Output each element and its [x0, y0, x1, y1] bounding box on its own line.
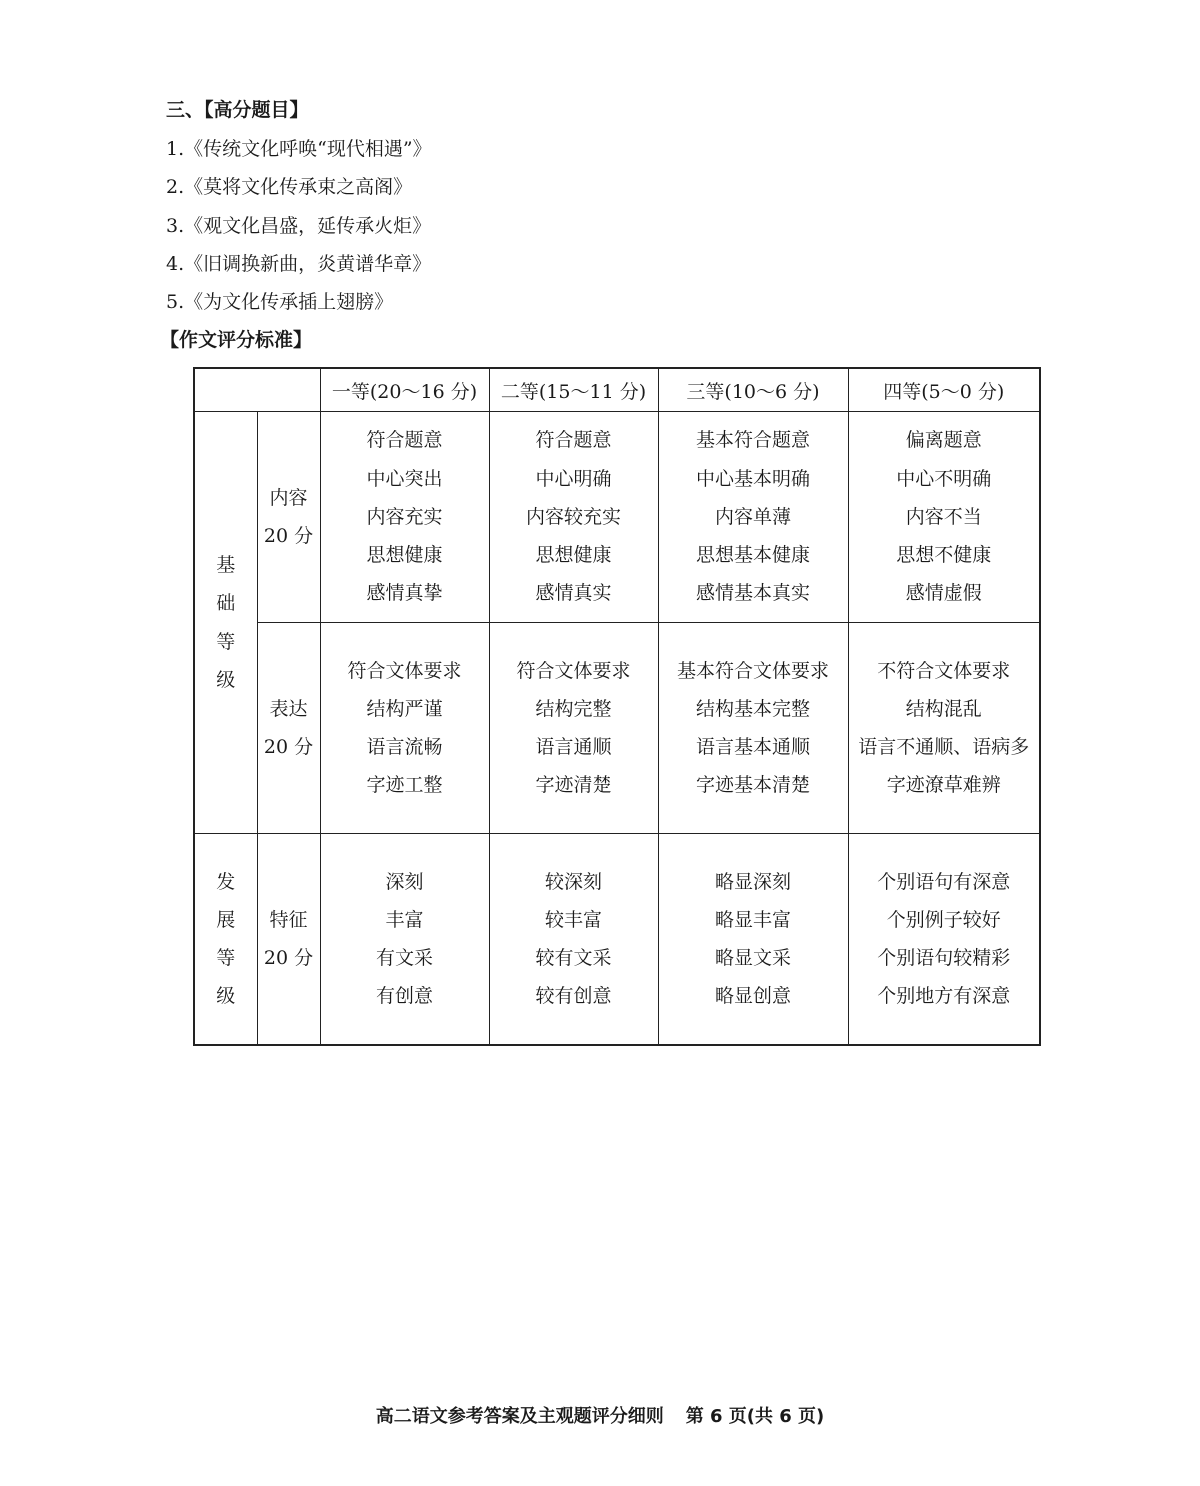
feature-label-name: 特征	[269, 908, 308, 931]
development-level-char: 等	[216, 947, 236, 969]
criterion-text: 深刻	[385, 870, 424, 893]
feature-grade-1-cell	[320, 834, 489, 1046]
content-label-name: 内容	[269, 486, 308, 509]
basic-level-char: 等	[216, 630, 236, 653]
criterion-text: 中心明确	[535, 467, 612, 490]
section-heading: 三、【高分题目】	[166, 99, 309, 121]
criterion-text: 丰富	[385, 908, 424, 931]
development-level-label	[194, 834, 257, 1046]
table-row-content	[194, 412, 1040, 623]
criterion-text: 中心突出	[366, 467, 443, 490]
criterion-text: 略显创意	[714, 985, 791, 1008]
topic-item: 5.《为文化传承插上翅膀》	[166, 291, 394, 314]
footer-title: 高二语文参考答案及主观题评分细则	[375, 1406, 664, 1427]
expression-label-name: 表达	[269, 697, 308, 720]
criterion-text: 语言通顺	[535, 736, 612, 758]
expression-grade-4-cell	[848, 623, 1040, 834]
grade-header-4: 四等(5～0 分)	[848, 368, 1040, 412]
criterion-text: 略显丰富	[714, 908, 791, 931]
criterion-text: 结构基本完整	[695, 697, 810, 720]
topic-item: 3.《观文化昌盛，延传承火炬》	[166, 214, 432, 237]
criterion-text: 感情真挚	[366, 582, 443, 605]
criteria-heading: 【作文评分标准】	[160, 329, 313, 351]
criterion-text: 内容单薄	[714, 505, 791, 528]
criterion-text: 不符合文体要求	[877, 659, 1011, 682]
criterion-text: 略显文采	[714, 947, 791, 969]
criterion-text: 个别语句有深意	[877, 870, 1011, 893]
criterion-text: 中心基本明确	[695, 467, 810, 490]
topic-list	[166, 135, 432, 326]
expression-grade-2-cell	[489, 623, 658, 834]
content-grade-2-cell	[489, 412, 658, 623]
criterion-text: 基本符合题意	[695, 429, 810, 452]
criterion-text: 结构完整	[535, 697, 612, 720]
criterion-text: 符合文体要求	[516, 659, 631, 682]
criterion-text: 思想健康	[535, 544, 612, 567]
criterion-text: 字迹清楚	[535, 774, 612, 797]
development-level-char: 发	[216, 870, 236, 893]
criterion-text: 符合题意	[366, 429, 443, 452]
criterion-text: 个别例子较好	[886, 908, 1001, 931]
header-corner-cell	[194, 368, 320, 412]
grading-rubric-table	[193, 367, 1041, 1046]
criterion-text: 思想不健康	[896, 544, 992, 567]
content-label	[257, 412, 320, 623]
expression-label-score: 20 分	[263, 736, 314, 758]
topic-item: 4.《旧调换新曲，炎黄谱华章》	[166, 252, 432, 275]
content-grade-3-cell	[658, 412, 848, 623]
development-level-char: 展	[216, 908, 236, 931]
criterion-text: 感情虚假	[905, 582, 982, 605]
criterion-text: 个别语句较精彩	[877, 947, 1011, 969]
development-level-char: 级	[216, 985, 236, 1008]
grade-header-1: 一等(20～16 分)	[320, 368, 489, 412]
criterion-text: 内容不当	[905, 505, 982, 528]
criterion-text: 有文采	[375, 947, 433, 969]
page-footer	[0, 1404, 1200, 1430]
table-header-row	[194, 368, 1040, 412]
topic-item: 2.《莫将文化传承束之高阁》	[166, 176, 413, 199]
basic-level-label	[194, 412, 257, 834]
criterion-text: 符合题意	[535, 429, 612, 452]
criterion-text: 字迹潦草难辨	[886, 774, 1001, 797]
criterion-text: 结构严谨	[366, 697, 443, 720]
feature-grade-2-cell	[489, 834, 658, 1046]
grade-header-2: 二等(15～11 分)	[489, 368, 658, 412]
expression-label	[257, 623, 320, 834]
content-grade-1-cell	[320, 412, 489, 623]
basic-level-char: 础	[216, 592, 236, 615]
criterion-text: 感情真实	[535, 582, 612, 605]
criterion-text: 中心不明确	[896, 467, 992, 490]
criterion-text: 有创意	[375, 985, 433, 1008]
content-label-score: 20 分	[263, 525, 314, 547]
criterion-text: 较丰富	[544, 908, 602, 931]
table-row-development	[194, 834, 1040, 1046]
expression-grade-1-cell	[320, 623, 489, 834]
criterion-text: 个别地方有深意	[877, 985, 1011, 1008]
criterion-text: 字迹基本清楚	[695, 774, 810, 797]
feature-label-score: 20 分	[263, 947, 314, 969]
criterion-text: 感情基本真实	[695, 582, 810, 605]
basic-level-char: 基	[216, 554, 236, 577]
feature-grade-3-cell	[658, 834, 848, 1046]
feature-grade-4-cell	[848, 834, 1040, 1046]
table-row-expression	[194, 623, 1040, 834]
criterion-text: 字迹工整	[366, 774, 443, 797]
grade-header-3: 三等(10～6 分)	[658, 368, 848, 412]
topic-item: 1.《传统文化呼唤“现代相遇”》	[166, 138, 432, 160]
criterion-text: 基本符合文体要求	[676, 659, 829, 682]
criterion-text: 语言流畅	[366, 736, 443, 758]
criterion-text: 内容较充实	[525, 505, 621, 528]
criterion-text: 符合文体要求	[347, 659, 462, 682]
criterion-text: 思想健康	[366, 544, 443, 567]
content-grade-4-cell	[848, 412, 1040, 623]
criterion-text: 思想基本健康	[695, 544, 810, 567]
criterion-text: 语言不通顺、语病多	[858, 736, 1030, 758]
criterion-text: 较深刻	[544, 870, 602, 893]
criterion-text: 较有创意	[535, 985, 612, 1008]
criterion-text: 语言基本通顺	[695, 736, 810, 758]
criterion-text: 偏离题意	[905, 429, 982, 452]
basic-level-char: 级	[216, 668, 236, 691]
criterion-text: 略显深刻	[714, 870, 791, 893]
expression-grade-3-cell	[658, 623, 848, 834]
feature-label	[257, 834, 320, 1046]
criterion-text: 较有文采	[535, 947, 612, 969]
criterion-text: 结构混乱	[905, 697, 982, 720]
criterion-text: 内容充实	[366, 505, 443, 528]
footer-page-number: 第 6 页(共 6 页)	[685, 1406, 825, 1427]
